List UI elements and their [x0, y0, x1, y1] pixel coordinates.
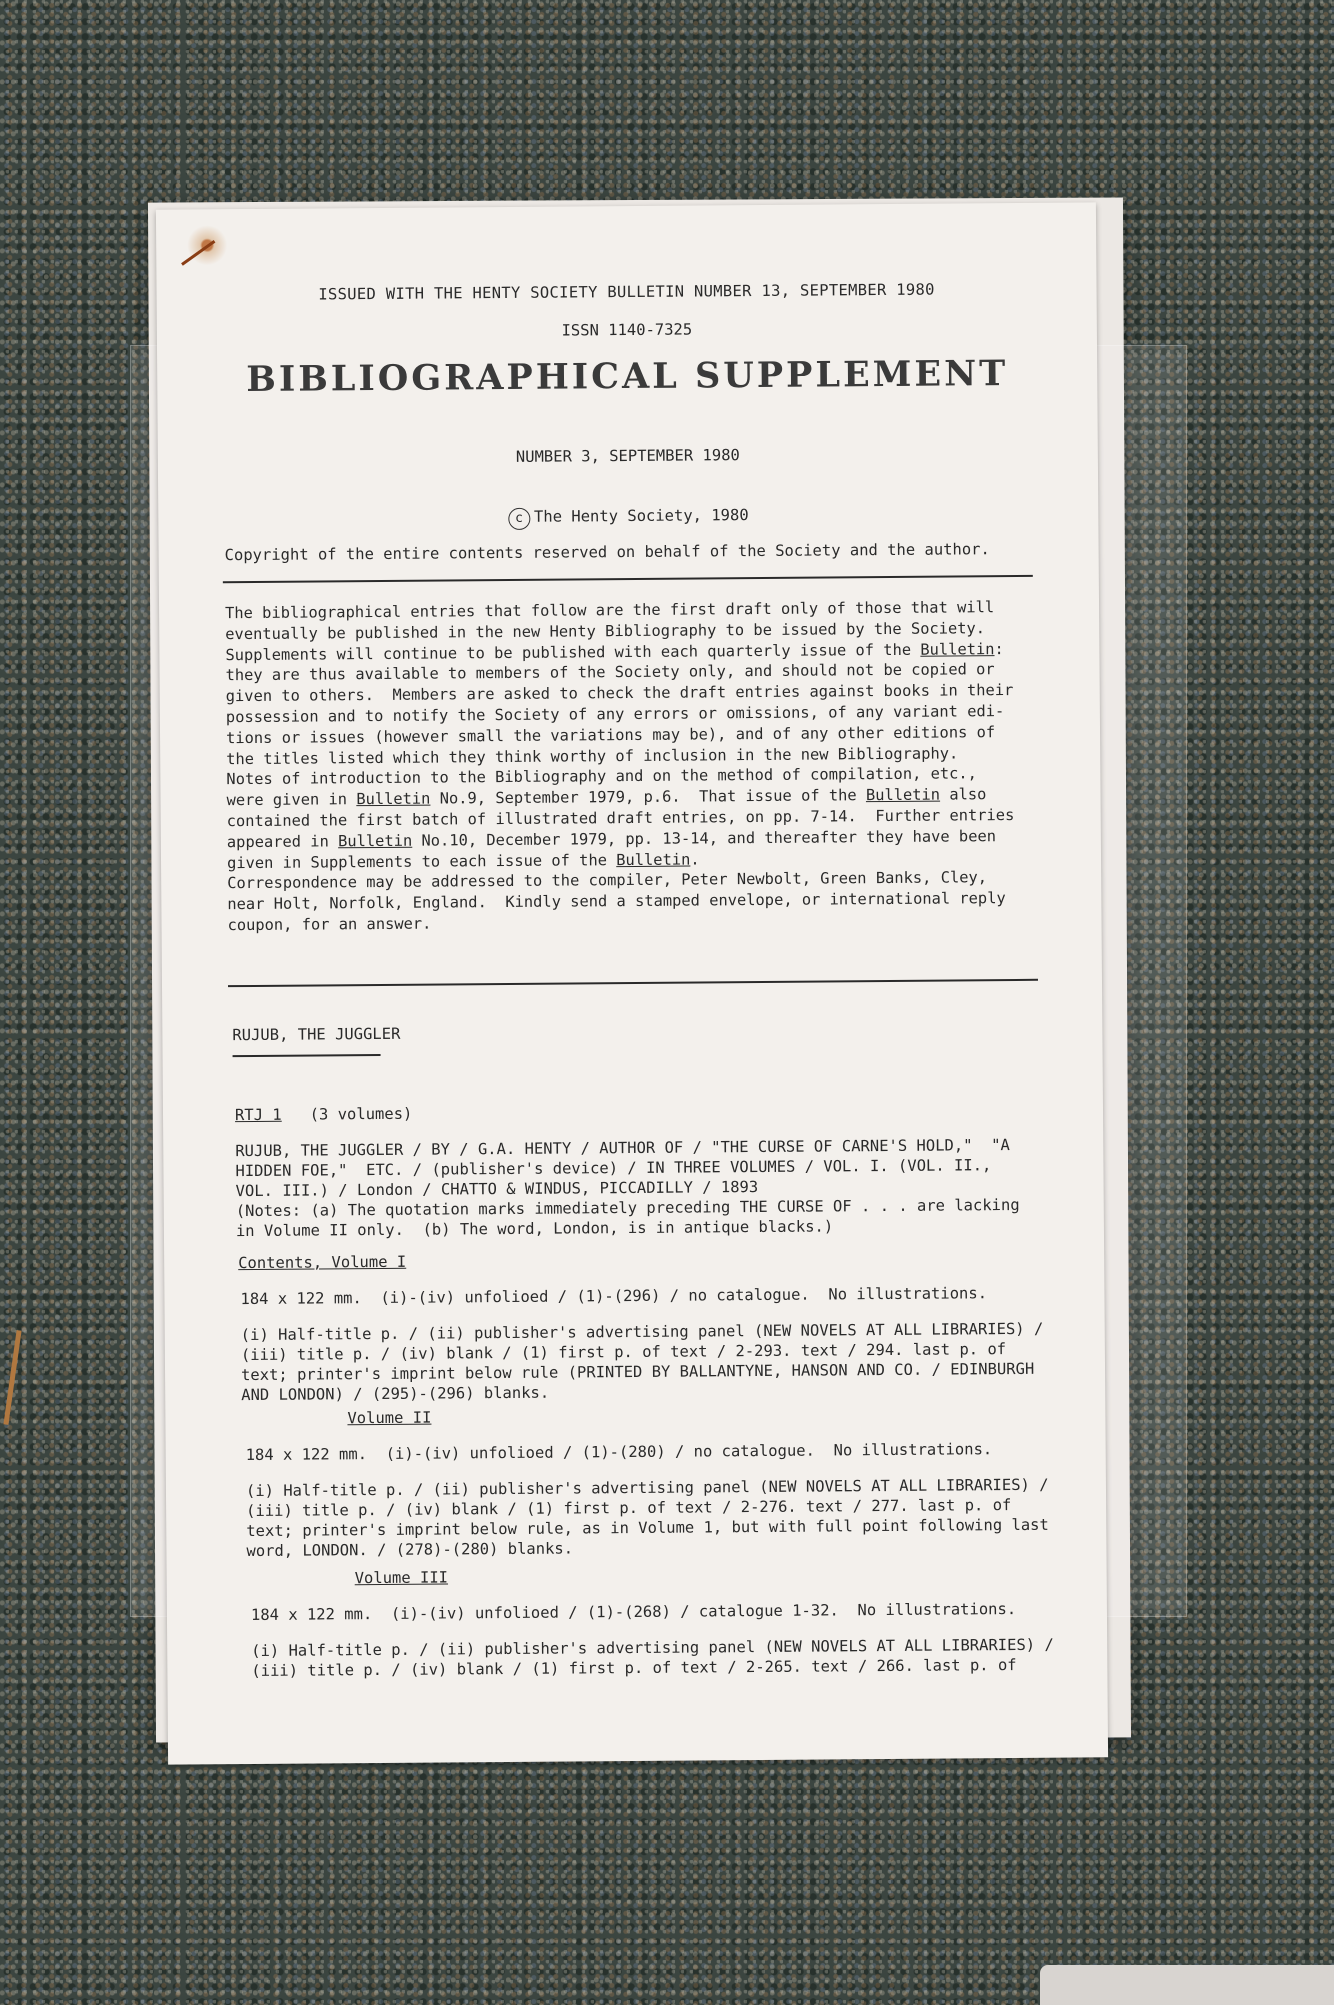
vol2-contents: (i) Half-title p. / (ii) publisher's advertising panel (NEW NOVELS AT ALL LIBRARIES) / (iii) title p. / (iv) blank / (1) first p. of text / 2-276. text / 277. last p. of text; printer's imprint below rule, as in Volume 1, but with full point following last word, LONDON. / (278)-(280) blanks.: [245, 1475, 1049, 1561]
issued-line: ISSUED WITH THE HENTY SOCIETY BULLETIN NUMBER 13, SEPTEMBER 1980: [318, 280, 935, 304]
adjacent-object: [1040, 1965, 1334, 2005]
contents-heading: Contents, Volume I: [238, 1252, 407, 1273]
vol2-heading: Volume II: [347, 1408, 432, 1428]
heading-underline: [233, 1054, 381, 1057]
vol3-contents: (i) Half-title p. / (ii) publisher's advertising panel (NEW NOVELS AT ALL LIBRARIES) / (iii) title p. / (iv) blank / (1) first p. of text / 2-265. text / 266. last p. of: [251, 1635, 1054, 1681]
copyright-line: [158, 502, 1098, 532]
vol3-heading: Volume III: [354, 1568, 449, 1588]
vol3-collation: 184 x 122 mm. (i)-(iv) unfolioed / (1)-(268) / catalogue 1-32. No illustrations.: [250, 1600, 1017, 1625]
intro-paragraph: The bibliographical entries that follow are the first draft only of those that will eventually be published in the new Henty Bibliography to be issued by the Society. Supplements will continue to be published with each quarterly issue of the Bulletin: they are thus available to members of the Society only, and should not be copied or given to others. Members are asked to check the draft entries against books in their possession and to notify the Society of any errors or omissions, of any variant edi- tions or issues (however small the variations may be), and of any other editions of the titles listed which they think worthy of inclusion in the new Bibliography. Notes of introduction to the Bibliography and on the method of compilation, etc., were given in Bulletin No.9, September 1979, p.6. That issue of the Bulletin also contained the first batch of illustrated draft entries, on pp. 7-14. Further entries appeared in Bulletin No.10, December 1979, pp. 13-14, and thereafter they have been given in Supplements to each issue of the Bulletin. Correspondence may be addressed to the compiler, Peter Newbolt, Green Banks, Cley, near Holt, Norfolk, England. Kindly send a stamped envelope, or international reply coupon, for an answer.: [225, 598, 1015, 935]
vol1-collation: 184 x 122 mm. (i)-(iv) unfolioed / (1)-(296) / no catalogue. No illustrations.: [240, 1284, 988, 1309]
entry-id: RTJ 1 (3 volumes): [234, 1104, 413, 1125]
issn-line: ISSN 1140-7325: [561, 320, 693, 340]
copyright-note: Copyright of the entire contents reserved on behalf of the Society and the author.: [224, 540, 990, 565]
entry-title-transcription: RUJUB, THE JUGGLER / BY / G.A. HENTY / AUTHOR OF / "THE CURSE OF CARNE'S HOLD," "A HIDDEN FOE," ETC. / (publisher's device) / IN THREE VOLUMES / VOL. I. (VOL. II., VOL. III.) / London / CHATTO & WINDUS, PICCADILLY / 1893 (Notes: (a) The quotation marks immediately preceding THE CURSE OF . . . are lacking in Volume II only. (b) The word, London, is in antique blacks.): [235, 1136, 1020, 1241]
vol1-contents: (i) Half-title p. / (ii) publisher's advertising panel (NEW NOVELS AT ALL LIBRARIES) / (iii) title p. / (iv) blank / (1) first p. of text / 2-293. text / 294. last p. of text; printer's imprint below rule (PRINTED BY BALLANTYNE, HANSON AND CO. / EDINBURGH AND LONDON) / (295)-(296) blanks.: [240, 1319, 1044, 1405]
divider-rule: [228, 979, 1038, 987]
divider-rule: [223, 575, 1033, 583]
document-page: [156, 202, 1108, 1764]
vol2-collation: 184 x 122 mm. (i)-(iv) unfolioed / (1)-(280) / no catalogue. No illustrations.: [245, 1440, 993, 1465]
issue-number: NUMBER 3, SEPTEMBER 1980: [515, 446, 740, 466]
copyright-icon: c: [508, 508, 530, 530]
document-title: BIBLIOGRAPHICAL SUPPLEMENT: [246, 353, 1009, 401]
copyright-holder: The Henty Society, 1980: [533, 506, 749, 526]
section-heading: RUJUB, THE JUGGLER: [232, 1024, 401, 1045]
wooden-splinter: [3, 1330, 21, 1425]
